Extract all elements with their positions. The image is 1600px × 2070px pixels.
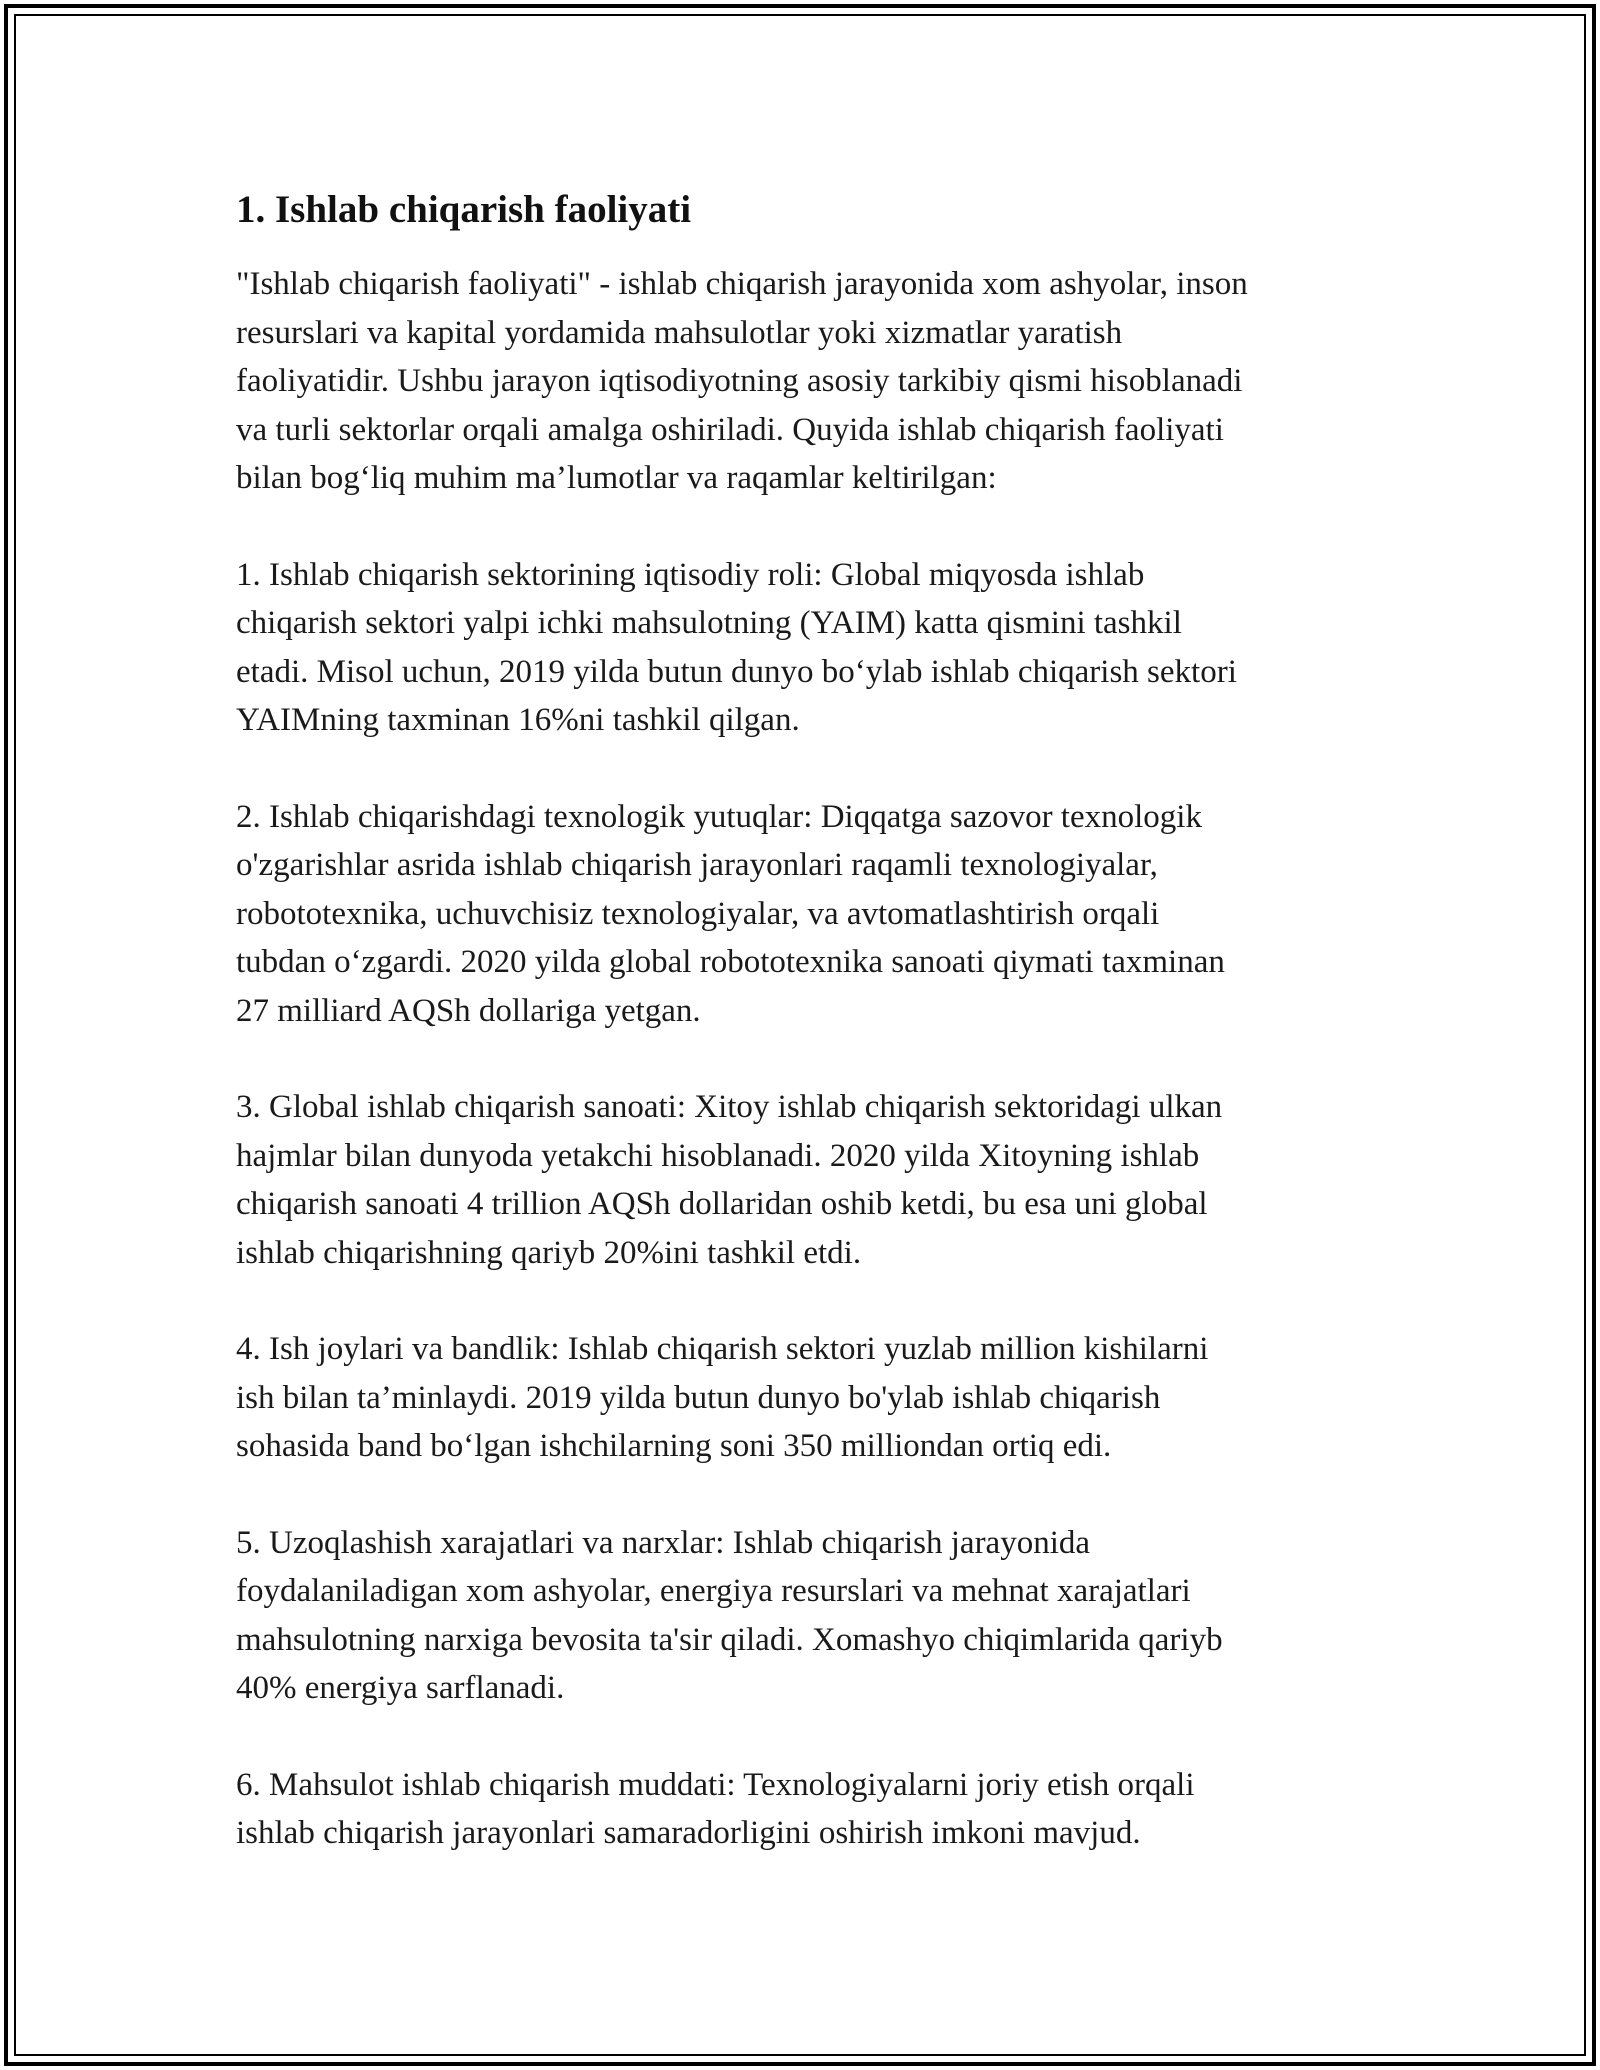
point-5-paragraph: 5. Uzoqlashish xarajatlari va narxlar: Ishlab chiqarish jarayonida foydalaniladigan xom ashyolar, energiya resurslari va mehnat xarajatlari mahsulotning narxiga bevosita ta'sir qiladi. Xomashyo chiqimlarida qariyb 40% energiya sarflanadi. [236,1524,1223,1706]
intro-paragraph: "Ishlab chiqarish faoliyati" - ishlab chiqarish jarayonida xom ashyolar, inson resurslari va kapital yordamida mahsulotlar yoki xizmatlar yaratish faoliyatidir. Ushbu jarayon iqtisodiyotning asosiy tarkibiy qismi hisoblanadi va turli sektorlar orqali amalga oshiriladi. Quyida ishlab chiqarish faoliyati bilan bog‘liq muhim ma’lumotlar va raqamlar keltirilgan: [236,266,1248,496]
point-4-paragraph: 4. Ish joylari va bandlik: Ishlab chiqarish sektori yuzlab million kishilarni ish bilan ta’minlaydi. 2019 yilda butun dunyo bo'ylab ishlab chiqarish sohasida band bo‘lgan ishchilarning soni 350 milliondan ortiq edi. [236,1331,1209,1464]
point-3-paragraph: 3. Global ishlab chiqarish sanoati: Xitoy ishlab chiqarish sektoridagi ulkan hajmlar bilan dunyoda yetakchi hisoblanadi. 2020 yilda Xitoyning ishlab chiqarish sanoati 4 trillion AQSh dollaridan oshib ketdi, bu esa uni global ishlab chiqarishning qariyb 20%ini tashkil etdi. [236,1089,1223,1271]
point-6-paragraph: 6. Mahsulot ishlab chiqarish muddati: Texnologiyalarni joriy etish orqali ishlab chiqarish jarayonlari samaradorligini oshirish imkoni mavjud. [236,1766,1195,1851]
point-1-paragraph: 1. Ishlab chiqarish sektorining iqtisodiy roli: Global miqyosda ishlab chiqarish sektori yalpi ichki mahsulotning (YAIM) katta qismini tashkil etadi. Misol uchun, 2019 yilda butun dunyo bo‘ylab ishlab chiqarish sektori YAIMning taxminan 16%ni tashkil qilgan. [236,556,1237,738]
section-heading: 1. Ishlab chiqarish faoliyati [236,188,692,231]
point-2-paragraph: 2. Ishlab chiqarishdagi texnologik yutuqlar: Diqqatga sazovor texnologik o'zgarishlar asrida ishlab chiqarish jarayonlari raqamli texnologiyalar, robototexnika, uchuvchisiz texnologiyalar, va avtomatlashtirish orqali tubdan o‘zgardi. 2020 yilda global robototexnika sanoati qiymati taxminan 27 milliard AQSh dollariga yetgan. [236,798,1225,1029]
document-body [236,186,1376,1906]
